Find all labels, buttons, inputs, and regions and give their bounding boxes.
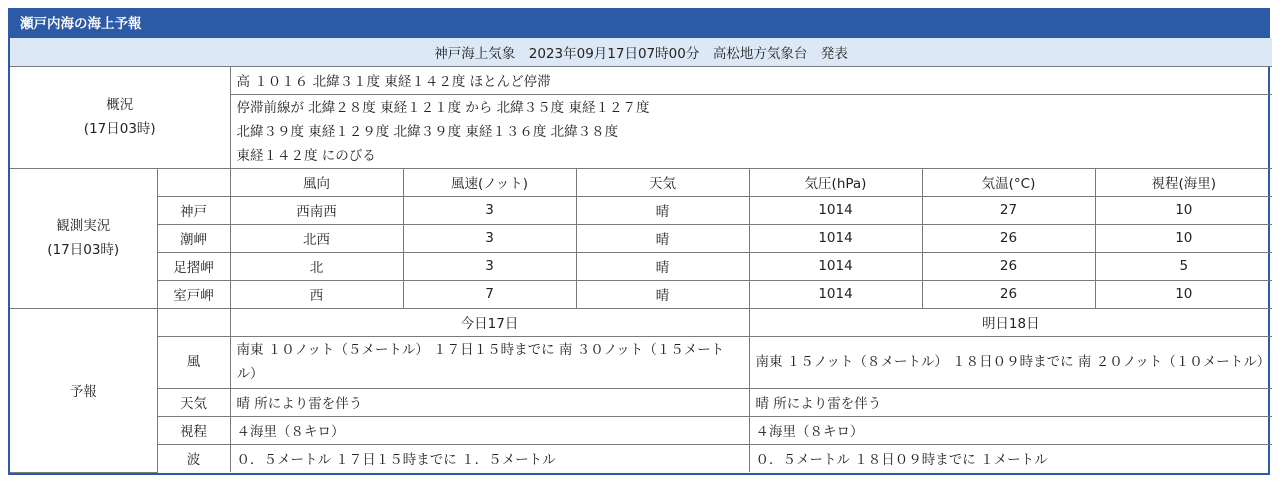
gaikyo-line-4: 東経１４２度 にのびる: [236, 147, 376, 164]
gaikyo-line-2: 停滞前線が 北緯２８度 東経１２１度 から 北緯３５度 東経１２７度: [236, 99, 650, 116]
weather: 晴: [576, 280, 749, 308]
wind-direction: 北: [230, 252, 403, 280]
temperature: 26: [922, 280, 1095, 308]
forecast-header-row: [10, 308, 1272, 336]
temperature: 27: [922, 196, 1095, 224]
gaikyo-line-3: 北緯３９度 東経１２９度 北緯３９度 東経１３６度 北緯３８度: [236, 123, 619, 140]
forecast-day2-value: ４海里（８キロ）: [749, 416, 1272, 444]
temperature: 26: [922, 252, 1095, 280]
temperature: 26: [922, 224, 1095, 252]
forecast-corner: [157, 308, 230, 336]
observation-time: (17日03時): [47, 242, 120, 258]
station-name: 神戸: [157, 196, 230, 224]
forecast-day2-header: 明日18日: [749, 308, 1272, 336]
forecast-day1-value: ４海里（８キロ）: [230, 416, 749, 444]
wind-speed: 7: [403, 280, 576, 308]
observation-label-cell: [10, 168, 157, 308]
gaikyo-label-cell: [10, 66, 230, 168]
pressure: 1014: [749, 280, 922, 308]
sea-forecast-panel: [8, 8, 1270, 475]
header-wind-speed: 風速(ノット): [403, 168, 576, 196]
forecast-item: 天気: [157, 388, 230, 416]
forecast-day1-value: 晴 所により雷を伴う: [230, 388, 749, 416]
panel-title: 瀬戸内海の海上予報: [10, 10, 1268, 38]
station-name: 潮岬: [157, 224, 230, 252]
forecast-item: 風: [157, 336, 230, 388]
wind-direction: 北西: [230, 224, 403, 252]
observation-corner: [157, 168, 230, 196]
visibility: 10: [1095, 224, 1272, 252]
visibility: 10: [1095, 196, 1272, 224]
visibility: 10: [1095, 280, 1272, 308]
gaikyo-label: 概況: [106, 97, 134, 113]
forecast-table: [10, 38, 1272, 473]
gaikyo-line-1: 高 １０１６ 北緯３１度 東経１４２度 ほとんど停滞: [230, 66, 1272, 94]
header-temperature: 気温(°C): [922, 168, 1095, 196]
forecast-day2-value: ０．５メートル １８日０９時までに １メートル: [749, 444, 1272, 472]
forecast-item: 視程: [157, 416, 230, 444]
station-name: 足摺岬: [157, 252, 230, 280]
pressure: 1014: [749, 224, 922, 252]
table-row: [10, 196, 1272, 224]
observation-header-row: [10, 168, 1272, 196]
header-wind-direction: 風向: [230, 168, 403, 196]
forecast-row-wind: [10, 336, 1272, 388]
station-name: 室戸岬: [157, 280, 230, 308]
table-row: [10, 280, 1272, 308]
wind-direction: 西南西: [230, 196, 403, 224]
forecast-row-visibility: [10, 416, 1272, 444]
table-row: [10, 224, 1272, 252]
forecast-day1-value: 南東 １０ノット（５メートル） １７日１５時までに 南 ３０ノット（１５メートル）: [230, 336, 749, 388]
forecast-day1-header: 今日17日: [230, 308, 749, 336]
gaikyo-time: (17日03時): [83, 121, 156, 137]
wind-direction: 西: [230, 280, 403, 308]
forecast-item: 波: [157, 444, 230, 472]
pressure: 1014: [749, 196, 922, 224]
wind-speed: 3: [403, 196, 576, 224]
wind-speed: 3: [403, 252, 576, 280]
gaikyo-text: [230, 94, 1272, 168]
weather: 晴: [576, 224, 749, 252]
header-visibility: 視程(海里): [1095, 168, 1272, 196]
issued-info: 神戸海上気象 2023年09月17日07時00分 高松地方気象台 発表: [10, 38, 1272, 66]
visibility: 5: [1095, 252, 1272, 280]
forecast-day2-value: 南東 １５ノット（８メートル） １８日０９時までに 南 ２０ノット（１０メートル）: [749, 336, 1272, 388]
observation-label: 観測実況: [56, 218, 111, 234]
wind-speed: 3: [403, 224, 576, 252]
table-row: [10, 252, 1272, 280]
weather: 晴: [576, 196, 749, 224]
header-weather: 天気: [576, 168, 749, 196]
forecast-day2-value: 晴 所により雷を伴う: [749, 388, 1272, 416]
header-pressure: 気圧(hPa): [749, 168, 922, 196]
forecast-label: 予報: [10, 308, 157, 472]
pressure: 1014: [749, 252, 922, 280]
forecast-row-waves: [10, 444, 1272, 472]
forecast-row-weather: [10, 388, 1272, 416]
forecast-day1-value: ０．５メートル １７日１５時までに １．５メートル: [230, 444, 749, 472]
weather: 晴: [576, 252, 749, 280]
